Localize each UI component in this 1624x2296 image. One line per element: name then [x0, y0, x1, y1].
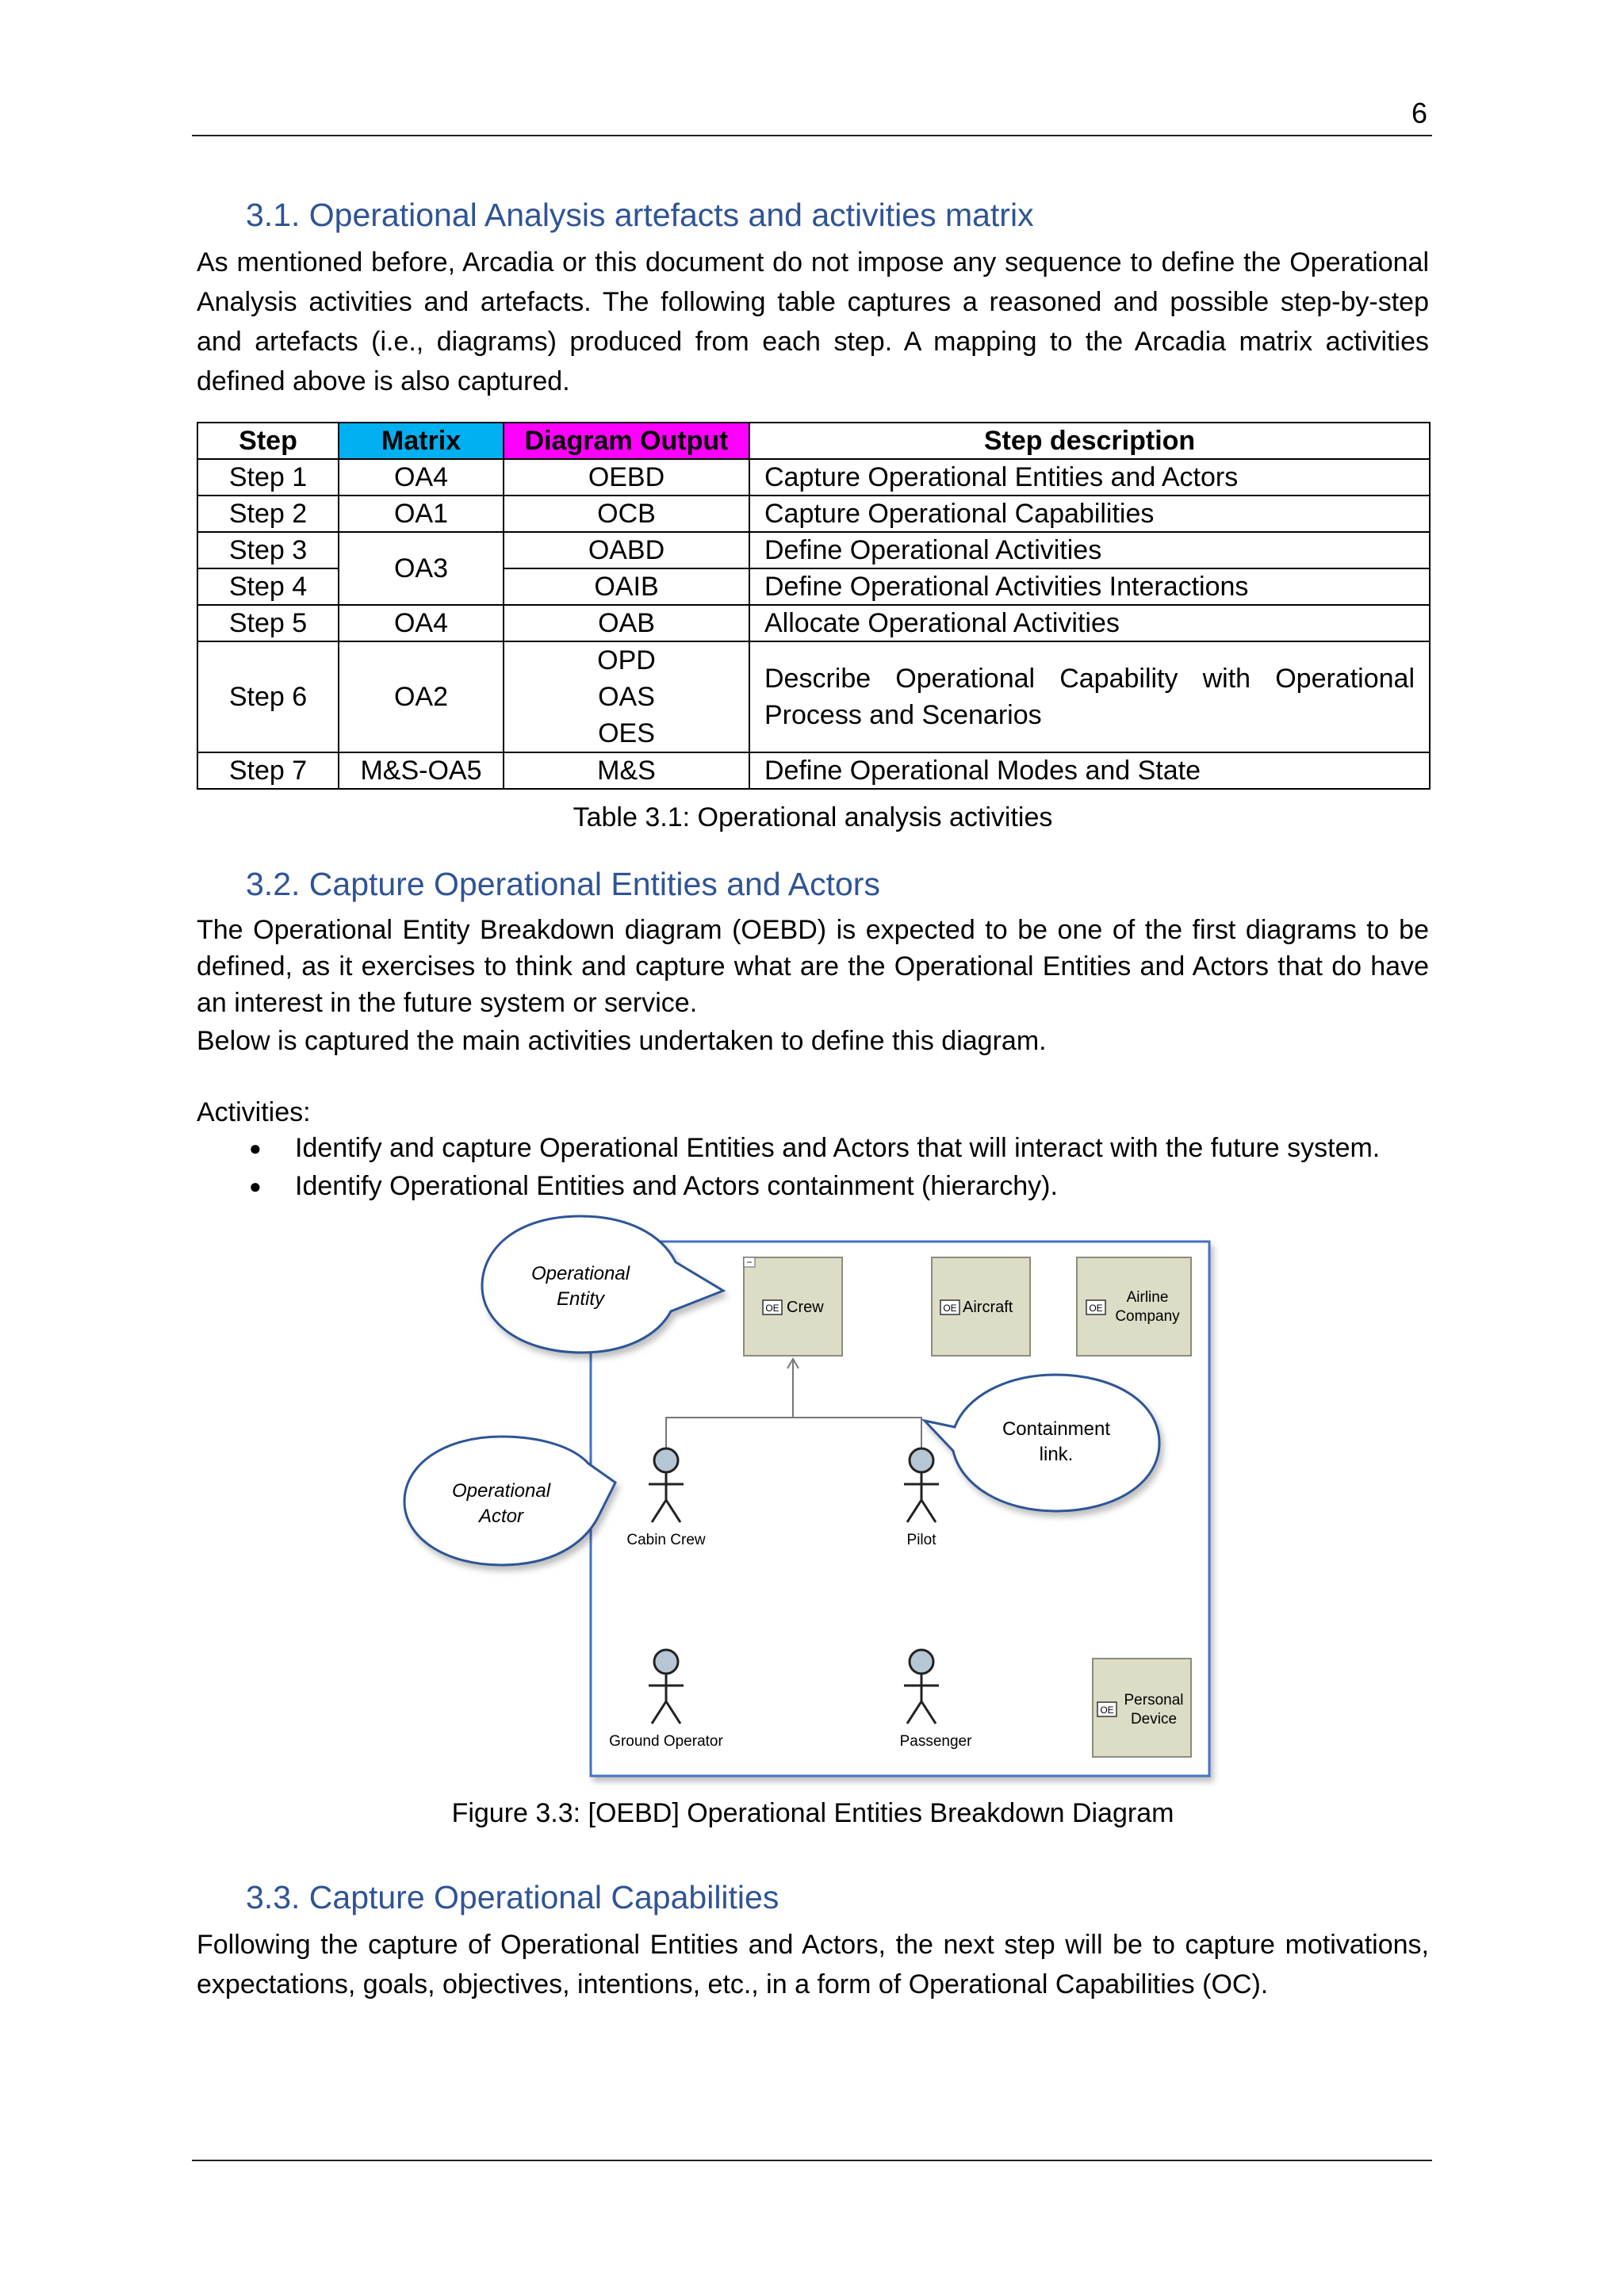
section-3-3-paragraph: Following the capture of Operational Entities and Actors, the next step will be to capture motivations, expectations, goals, objectives, intentions, etc., in a form of Operational Capabilities (OC).: [197, 1930, 1429, 1999]
callout-text: Entity: [556, 1288, 605, 1310]
matrix-cell: OA2: [339, 641, 504, 752]
operational-analysis-table: [197, 422, 1431, 790]
actor-icon: [654, 1650, 678, 1674]
table-row: [197, 496, 1430, 532]
actor-label: Pilot: [906, 1532, 936, 1548]
description-cell: Define Operational Modes and State: [749, 752, 1430, 789]
section-3-1-heading: 3.1. Operational Analysis artefacts and activities matrix: [246, 197, 1034, 233]
table-row: [197, 641, 1430, 752]
table-row: [197, 752, 1430, 789]
diagram-output-opd: OPD: [597, 645, 656, 675]
figure-caption: Figure 3.3: [OEBD] Operational Entities Breakdown Diagram: [451, 1798, 1174, 1828]
matrix-cell: OA1: [339, 496, 504, 532]
entity-tag: OE: [943, 1303, 957, 1314]
table-header-row: [197, 423, 1430, 459]
section-3-3-heading: 3.3. Capture Operational Capabilities: [246, 1879, 779, 1915]
entity-label: Company: [1115, 1308, 1180, 1325]
table-row: [197, 459, 1430, 496]
step-cell: Step 4: [197, 568, 339, 605]
list-item: [197, 1167, 1380, 1205]
callout-text: Containment: [1002, 1418, 1111, 1440]
diagram-cell: [504, 641, 749, 752]
bullet-icon: ●: [249, 1136, 262, 1160]
section-3-2-paragraph: The Operational Entity Breakdown diagram (OEBD) is expected to be one of the first diagrams to be defined, as it exercises to think and capture what are the Operational Entities and Actors that do have an interest in the future system or service.: [197, 915, 1429, 1018]
matrix-cell: OA4: [339, 605, 504, 641]
actor-label: Ground Operator: [609, 1733, 723, 1750]
diagram-cell: M&S: [504, 752, 749, 789]
description-cell: Capture Operational Entities and Actors: [749, 459, 1430, 496]
diagram-output-oas: OAS: [598, 682, 655, 712]
description-cell: Capture Operational Capabilities: [749, 496, 1430, 532]
activities-label: Activities:: [197, 1097, 311, 1127]
footer-rule: [192, 2160, 1432, 2161]
header-matrix: Matrix: [339, 423, 504, 459]
callout-text: link.: [1039, 1444, 1074, 1465]
matrix-cell: OA3: [339, 532, 504, 605]
collapse-icon: −: [746, 1257, 753, 1268]
description-cell: Define Operational Activities Interactions: [749, 568, 1430, 605]
step-cell: Step 2: [197, 496, 339, 532]
entity-label: Device: [1130, 1711, 1178, 1728]
entity-airline-company: [1077, 1257, 1191, 1356]
actor-icon: [910, 1448, 933, 1472]
description-cell: Define Operational Activities: [749, 532, 1430, 568]
table-row: [197, 605, 1430, 641]
matrix-cell: M&S-OA5: [339, 752, 504, 789]
callout-text: Actor: [478, 1506, 524, 1527]
entity-tag: OE: [765, 1303, 779, 1314]
page-number: 6: [1411, 97, 1427, 129]
entity-tag: OE: [1089, 1303, 1103, 1314]
diagram-cell: OAB: [504, 605, 749, 641]
entity-label: Crew: [787, 1299, 824, 1316]
list-item: [197, 1129, 1380, 1167]
header-step-description: Step description: [749, 423, 1430, 459]
header-step: Step: [197, 423, 339, 459]
entity-label: Aircraft: [963, 1299, 1013, 1316]
description-cell: Allocate Operational Activities: [749, 605, 1430, 641]
entity-crew: [744, 1257, 842, 1356]
callout-text: Operational: [451, 1480, 551, 1502]
step-cell: Step 6: [197, 641, 339, 752]
matrix-cell: OA4: [339, 459, 504, 496]
entity-label: Airline: [1126, 1289, 1169, 1306]
oebd-diagram: [396, 1213, 1237, 1792]
entity-aircraft: [932, 1257, 1030, 1356]
step-cell: Step 1: [197, 459, 339, 496]
step-cell: Step 5: [197, 605, 339, 641]
description-cell: Describe Operational Capability with Operational Process and Scenarios: [749, 641, 1430, 752]
activities-list: [197, 1129, 1380, 1205]
diagram-cell: OEBD: [504, 459, 749, 496]
diagram-cell: OCB: [504, 496, 749, 532]
table-caption: Table 3.1: Operational analysis activities: [573, 802, 1053, 832]
step-cell: Step 7: [197, 752, 339, 789]
header-diagram-output: Diagram Output: [504, 423, 749, 459]
actor-label: Cabin Crew: [626, 1532, 706, 1548]
header-rule: [192, 135, 1432, 136]
entity-tag: OE: [1100, 1705, 1114, 1716]
section-3-2-heading: 3.2. Capture Operational Entities and Actors: [246, 866, 880, 902]
section-3-1-paragraph: As mentioned before, Arcadia or this document do not impose any sequence to define the Operational Analysis activities and artefacts. The following table captures a reasoned and possible step-by-step and artefacts (i.e., diagrams) produced from each step. A mapping to the Arcadia matrix activities defined above is also captured.: [197, 247, 1429, 396]
actor-icon: [910, 1650, 933, 1674]
step-cell: Step 3: [197, 532, 339, 568]
entity-personal-device: [1093, 1659, 1191, 1757]
bullet-icon: ●: [249, 1174, 262, 1198]
table-row: [197, 532, 1430, 568]
entity-label: Personal: [1124, 1692, 1184, 1709]
actor-icon: [654, 1448, 678, 1472]
diagram-output-oes: OES: [598, 718, 655, 748]
callout-text: Operational: [530, 1263, 630, 1284]
diagram-cell: OAIB: [504, 568, 749, 605]
callout-operational-actor: [404, 1437, 615, 1565]
activity-text: Identify and capture Operational Entities and Actors that will interact with the future system.: [295, 1133, 1381, 1163]
diagram-cell: OABD: [504, 532, 749, 568]
actor-label: Passenger: [899, 1733, 972, 1750]
activity-text: Identify Operational Entities and Actors containment (hierarchy).: [295, 1171, 1058, 1201]
section-3-2-paragraph-2: Below is captured the main activities undertaken to define this diagram.: [197, 1026, 1047, 1056]
